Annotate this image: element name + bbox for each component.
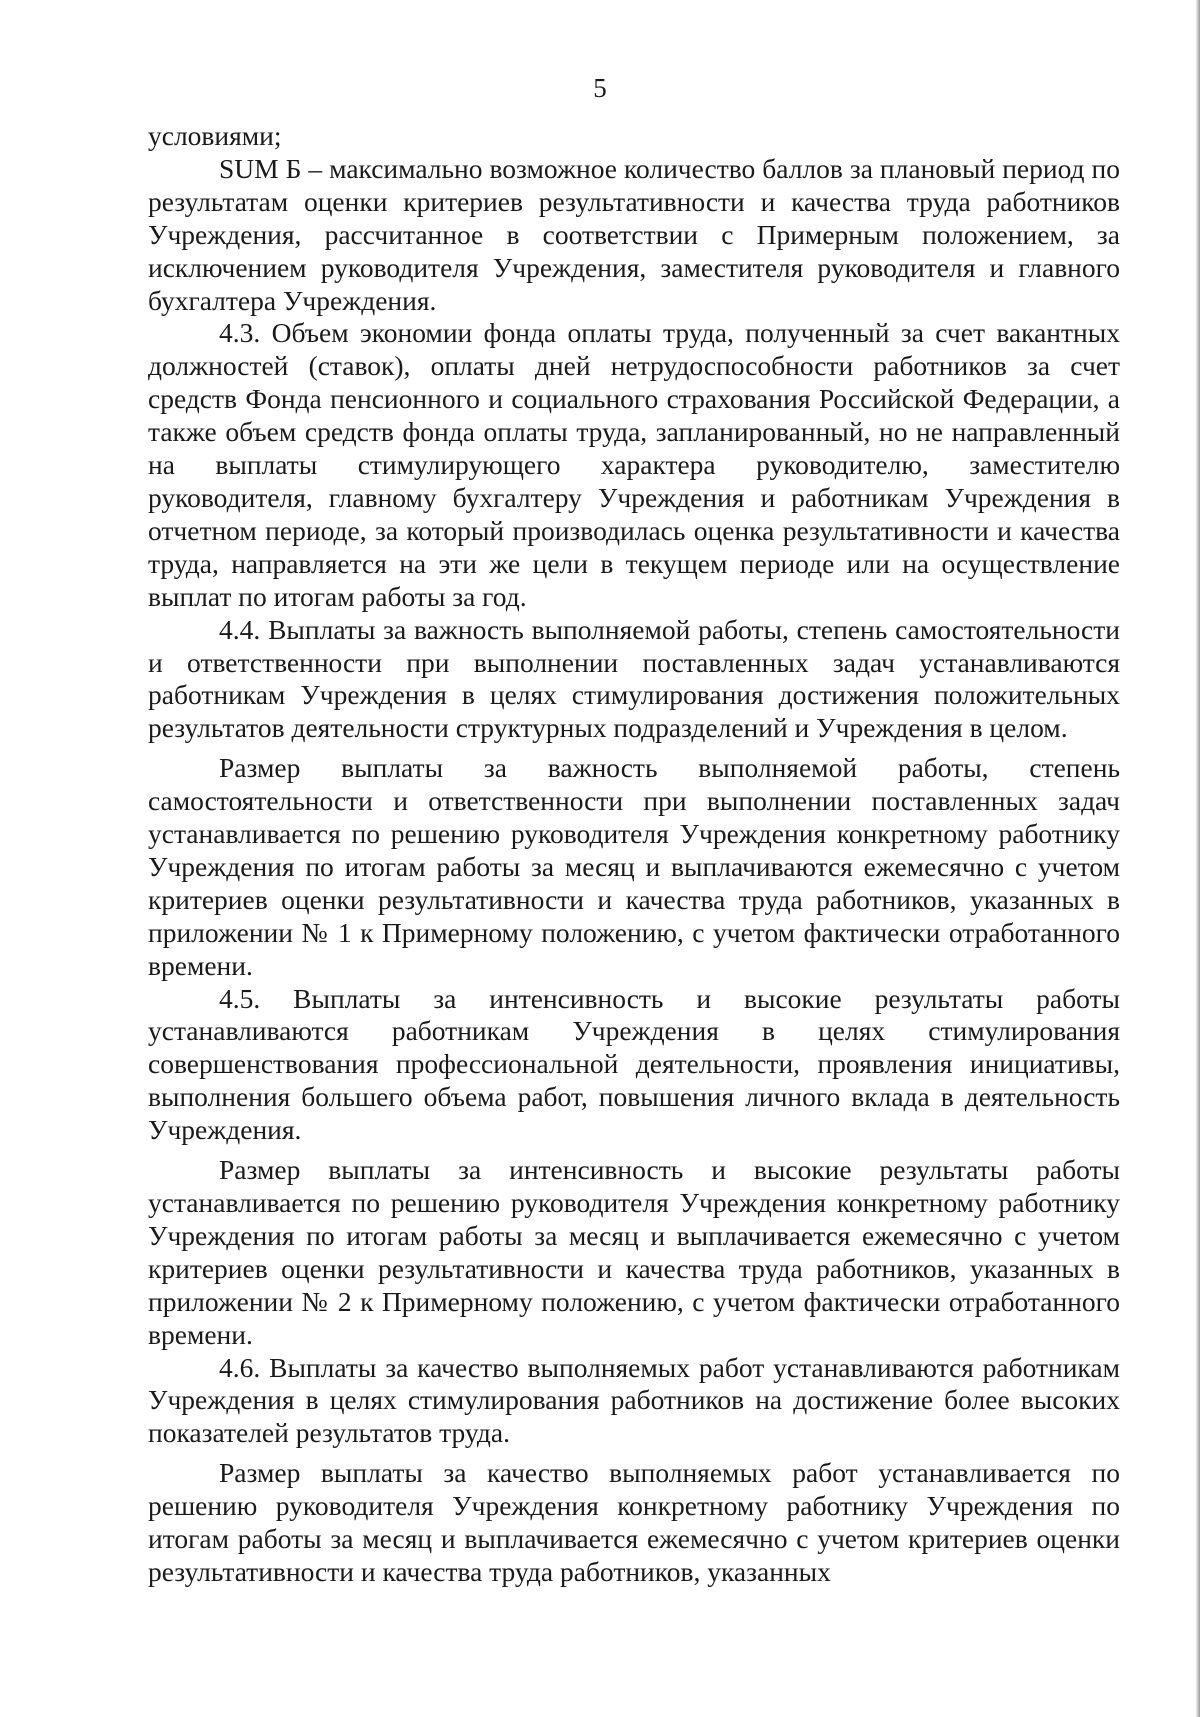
paragraph-sum-b-definition: SUM Б – максимально возможное количество баллов за плановый период по результатам оценки критериев результативности и качества труда работников Учреждения, рассчитанное в соответствии с Примерным положением, за исключением руководителя Учреждения, заместителя руководителя и главного бухгалтера Учреждения. bbox=[148, 152, 1120, 316]
paragraph-4-5-amount: Размер выплаты за интенсивность и высокие результаты работы устанавливается по решению руководителя Учреждения конкретному работнику Учреждения по итогам работы за месяц и выплачивается ежемесячно с учетом критериев оценки результативности и качества труда работников, указанных в приложении № 2 к Примерному положению, с учетом фактически отработанного времени. bbox=[148, 1154, 1120, 1350]
paragraph-4-4-amount: Размер выплаты за важность выполняемой работы, степень самостоятельности и ответственности при выполнении поставленных задач устанавливается по решению руководителя Учреждения конкретному работнику Учреждения по итогам работы за месяц и выплачиваются ежемесячно с учетом критериев оценки результативности и качества труда работников, указанных в приложении № 1 к Примерному положению, с учетом фактически отработанного времени. bbox=[148, 752, 1120, 981]
paragraph-continuation: условиями; bbox=[148, 120, 282, 151]
paragraph-4-3: 4.3. Объем экономии фонда оплаты труда, полученный за счет вакантных должностей (ставок), оплаты дней нетрудоспособности работников за счет средств Фонда пенсионного и социального страхования Российской Федерации, а также объем средств фонда оплаты труда, запланированный, но не направленный на выплаты стимулирующего характера руководителю, заместителю руководителя, главному бухгалтеру Учреждения и работникам Учреждения в отчетном периоде, за который производилась оценка результативности и качества труда, направляется на эти же цели в текущем периоде или на осуществление выплат по итогам работы за год. bbox=[148, 317, 1120, 612]
paragraph-4-4: 4.4. Выплаты за важность выполняемой работы, степень самостоятельности и ответственности при выполнении поставленных задач устанавливаются работникам Учреждения в целях стимулирования достижения положительных результатов деятельности структурных подразделений и Учреждения в целом. bbox=[148, 613, 1120, 744]
paragraph-4-5: 4.5. Выплаты за интенсивность и высокие результаты работы устанавливаются работникам Учреждения в целях стимулирования совершенствования профессиональной деятельности, проявления инициативы, выполнения большего объема работ, повышения личного вклада в деятельность Учреждения. bbox=[148, 982, 1120, 1146]
scan-edge-shadow bbox=[1196, 0, 1200, 1717]
document-body bbox=[148, 120, 1120, 1589]
paragraph-4-6-amount: Размер выплаты за качество выполняемых работ устанавливается по решению руководителя Учреждения конкретному работнику Учреждения по итогам работы за месяц и выплачивается ежемесячно с учетом критериев оценки результативности и качества труда работников, указанных bbox=[148, 1457, 1120, 1587]
paragraph-4-6: 4.6. Выплаты за качество выполняемых работ устанавливаются работникам Учреждения в целях стимулирования работников на достижение более высоких показателей результатов труда. bbox=[148, 1351, 1120, 1449]
page-number: 5 bbox=[593, 73, 607, 103]
